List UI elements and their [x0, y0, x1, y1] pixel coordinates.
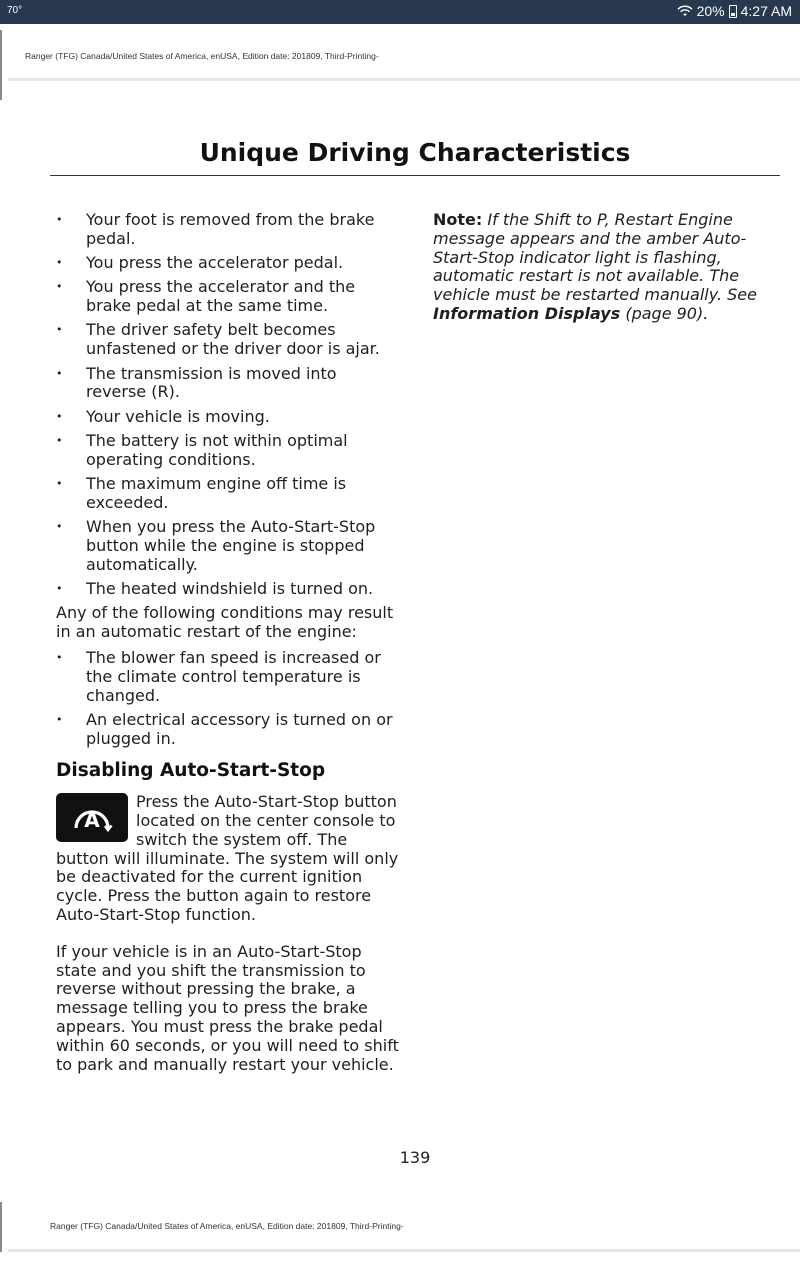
note-page-ref: (page 90). — [625, 303, 709, 323]
page-edge-bottom — [0, 1202, 2, 1252]
disable-instructions — [56, 793, 401, 925]
list-item: • The driver safety belt becomes unfastened or the driver door is ajar. — [56, 321, 401, 359]
header-edition-text: Ranger (TFG) Canada/United States of America, enUSA, Edition date: 201809, Third-Printing- — [25, 51, 379, 61]
clock-time: 4:27 AM — [740, 3, 792, 19]
list-item: • The maximum engine off time is exceeded. — [56, 475, 401, 513]
list-item: • Your vehicle is moving. — [56, 408, 401, 427]
list-item: • The blower fan speed is increased or the climate control temperature is changed. — [56, 649, 401, 705]
list-item: • The battery is not within optimal operating conditions. — [56, 432, 401, 470]
battery-percent: 20% — [696, 3, 725, 19]
restart-conditions-list — [56, 649, 401, 748]
list-item: • You press the accelerator pedal. — [56, 254, 401, 273]
note-paragraph — [433, 211, 778, 324]
wifi-icon — [677, 5, 693, 17]
section-heading: Disabling Auto-Start-Stop — [56, 760, 326, 782]
note-text: If the Shift to P, Restart Engine message appears and the amber Auto-Start-Stop indicator light is flashing, automatic restart is not available. The vehicle must be restarted manually. See — [433, 210, 757, 305]
battery-icon — [729, 5, 737, 18]
footer-rule — [8, 1249, 800, 1252]
auto-start-stop-icon — [56, 793, 128, 842]
list-item: • You press the accelerator and the brake pedal at the same time. — [56, 278, 401, 316]
disable-text: Press the Auto-Start-Stop button located on the center console to switch the system off. The button will illuminate. The system will only be deactivated for the current ignition cycle. Press the button again to restore Auto-Start-Stop function. — [56, 792, 399, 924]
left-column — [56, 211, 401, 1074]
list-item: • The transmission is moved into reverse (R). — [56, 365, 401, 403]
page-edge-top — [0, 30, 2, 100]
list-item: • An electrical accessory is turned on or plugged in. — [56, 711, 401, 749]
right-column — [433, 211, 778, 324]
list-item: • When you press the Auto-Start-Stop button while the engine is stopped automatically. — [56, 518, 401, 574]
stop-conditions-list — [56, 211, 401, 599]
auto-icon-letter: A — [84, 807, 100, 832]
title-divider — [50, 175, 780, 176]
page-title: Unique Driving Characteristics — [199, 138, 631, 167]
list-item: • Your foot is removed from the brake pedal. — [56, 211, 401, 249]
note-label: Note: — [433, 210, 483, 229]
temperature-text: 70° — [7, 5, 23, 16]
page-number: 139 — [399, 1148, 431, 1167]
note-link[interactable]: Information Displays — [433, 303, 621, 323]
footer-edition-text: Ranger (TFG) Canada/United States of America, enUSA, Edition date: 201809, Third-Printing- — [50, 1221, 404, 1231]
reverse-text: If your vehicle is in an Auto-Start-Stop state and you shift the transmission to reverse without pressing the brake, a message telling you to press the brake appears. You must press the brake pedal within 60 seconds, or you will need to shift to park and manually restart your vehicle. — [56, 941, 399, 1074]
restart-intro-text: Any of the following conditions may result in an automatic restart of the engine: — [56, 603, 394, 642]
header-rule — [8, 78, 800, 81]
list-item: • The heated windshield is turned on. — [56, 580, 401, 599]
status-right — [677, 3, 792, 19]
status-bar — [0, 0, 800, 24]
